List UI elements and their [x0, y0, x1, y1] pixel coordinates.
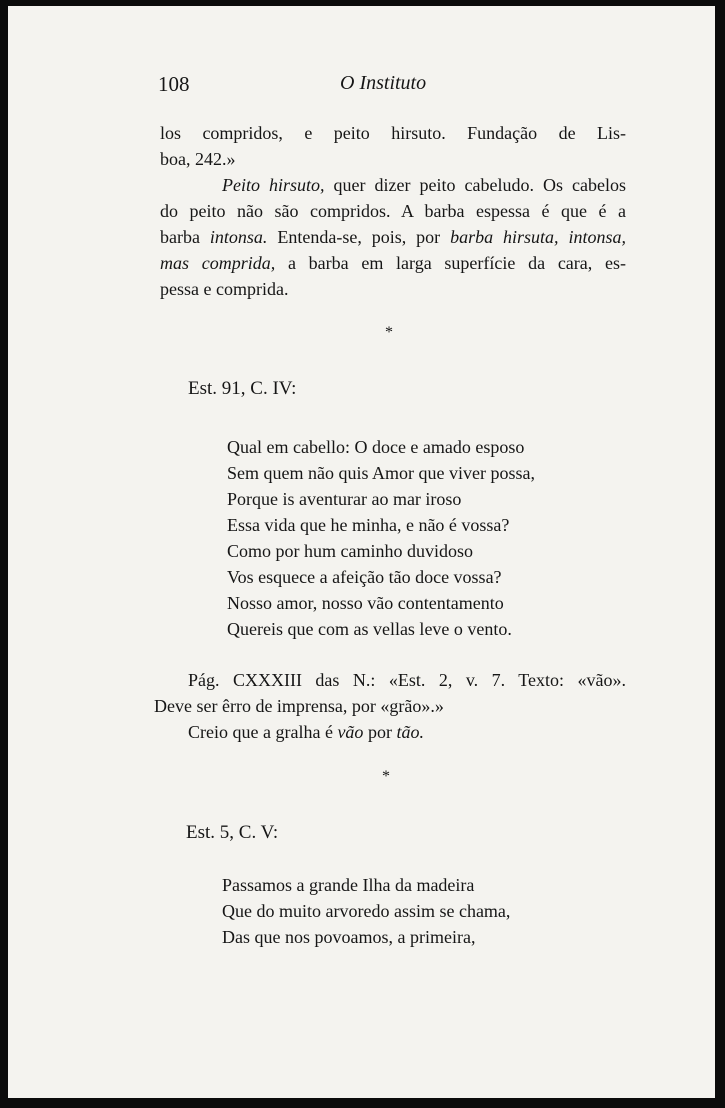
stanza1-verse-1: Qual em cabello: O doce e amado esposo	[227, 437, 525, 457]
stanza1-verse-4: Essa vida que he minha, e não é vossa?	[227, 515, 510, 535]
para2-line1-italic: Peito hirsuto,	[222, 175, 325, 195]
stanza1-verse-5: Como por hum caminho duvidoso	[227, 541, 473, 561]
stanza2-verse-2: Que do muito arvoredo assim se chama,	[222, 901, 511, 921]
para2-line3-a: barba	[160, 227, 210, 247]
para2-line2: do peito não são compridos. A barba espessa é que é a	[160, 201, 626, 221]
para2-line3-d: barba hirsuta, intonsa,	[450, 227, 626, 247]
stanza1-verse-7: Nosso amor, nosso vão contentamento	[227, 593, 504, 613]
stanza1-verse-6: Vos esquece a afeição tão doce vossa?	[227, 567, 502, 587]
page-number: 108	[158, 72, 190, 96]
para2-line3-b: intonsa.	[209, 227, 268, 247]
stanza1-verse-3: Porque is aventurar ao mar iroso	[227, 489, 462, 509]
stanza1-verse-2: Sem quem não quis Amor que viver possa,	[227, 463, 535, 483]
para1-line1: los compridos, e peito hirsuto. Fundação de Lis-	[160, 123, 626, 143]
para2-line1-text: quer dizer peito cabeludo. Os cabelos	[324, 175, 626, 195]
note-line3-d: tão.	[396, 722, 424, 742]
section-separator-2: *	[382, 768, 390, 785]
para2-line4-text: a barba em larga superfície da cara, es-	[275, 253, 626, 273]
stanza2-verse-3: Das que nos povoamos, a primeira,	[222, 927, 476, 947]
para2-line4	[160, 251, 626, 275]
note-line3-a: Creio que a gralha é	[188, 722, 338, 742]
note-line3-c: por	[363, 722, 397, 742]
section-separator-1: *	[385, 324, 393, 341]
note-line1: Pág. CXXXIII das N.: «Est. 2, v. 7. Texto: «vão».	[188, 670, 626, 690]
para1-line2: boa, 242.»	[160, 149, 236, 169]
stanza1-verse-8: Quereis que com as vellas leve o vento.	[227, 619, 512, 639]
note-line3-b: vão	[337, 722, 364, 742]
para2-line3	[160, 225, 626, 249]
note-line3	[188, 720, 424, 744]
page-edge	[8, 6, 15, 1098]
para2-line3-c: Entenda-se, pois, por	[267, 227, 451, 247]
para2-line5: pessa e comprida.	[160, 279, 289, 299]
running-head	[8, 72, 715, 96]
stanza2-verse-1: Passamos a grande Ilha da madeira	[222, 875, 475, 895]
note-line2: Deve ser êrro de imprensa, por «grão».»	[154, 696, 444, 716]
stanza2-reference: Est. 5, C. V:	[186, 822, 279, 843]
para2-line1	[222, 173, 626, 197]
para2-line4-italic: mas comprida,	[160, 253, 276, 273]
running-title: O Instituto	[340, 72, 427, 94]
book-page	[8, 6, 715, 1098]
stanza1-reference: Est. 91, C. IV:	[188, 378, 297, 399]
